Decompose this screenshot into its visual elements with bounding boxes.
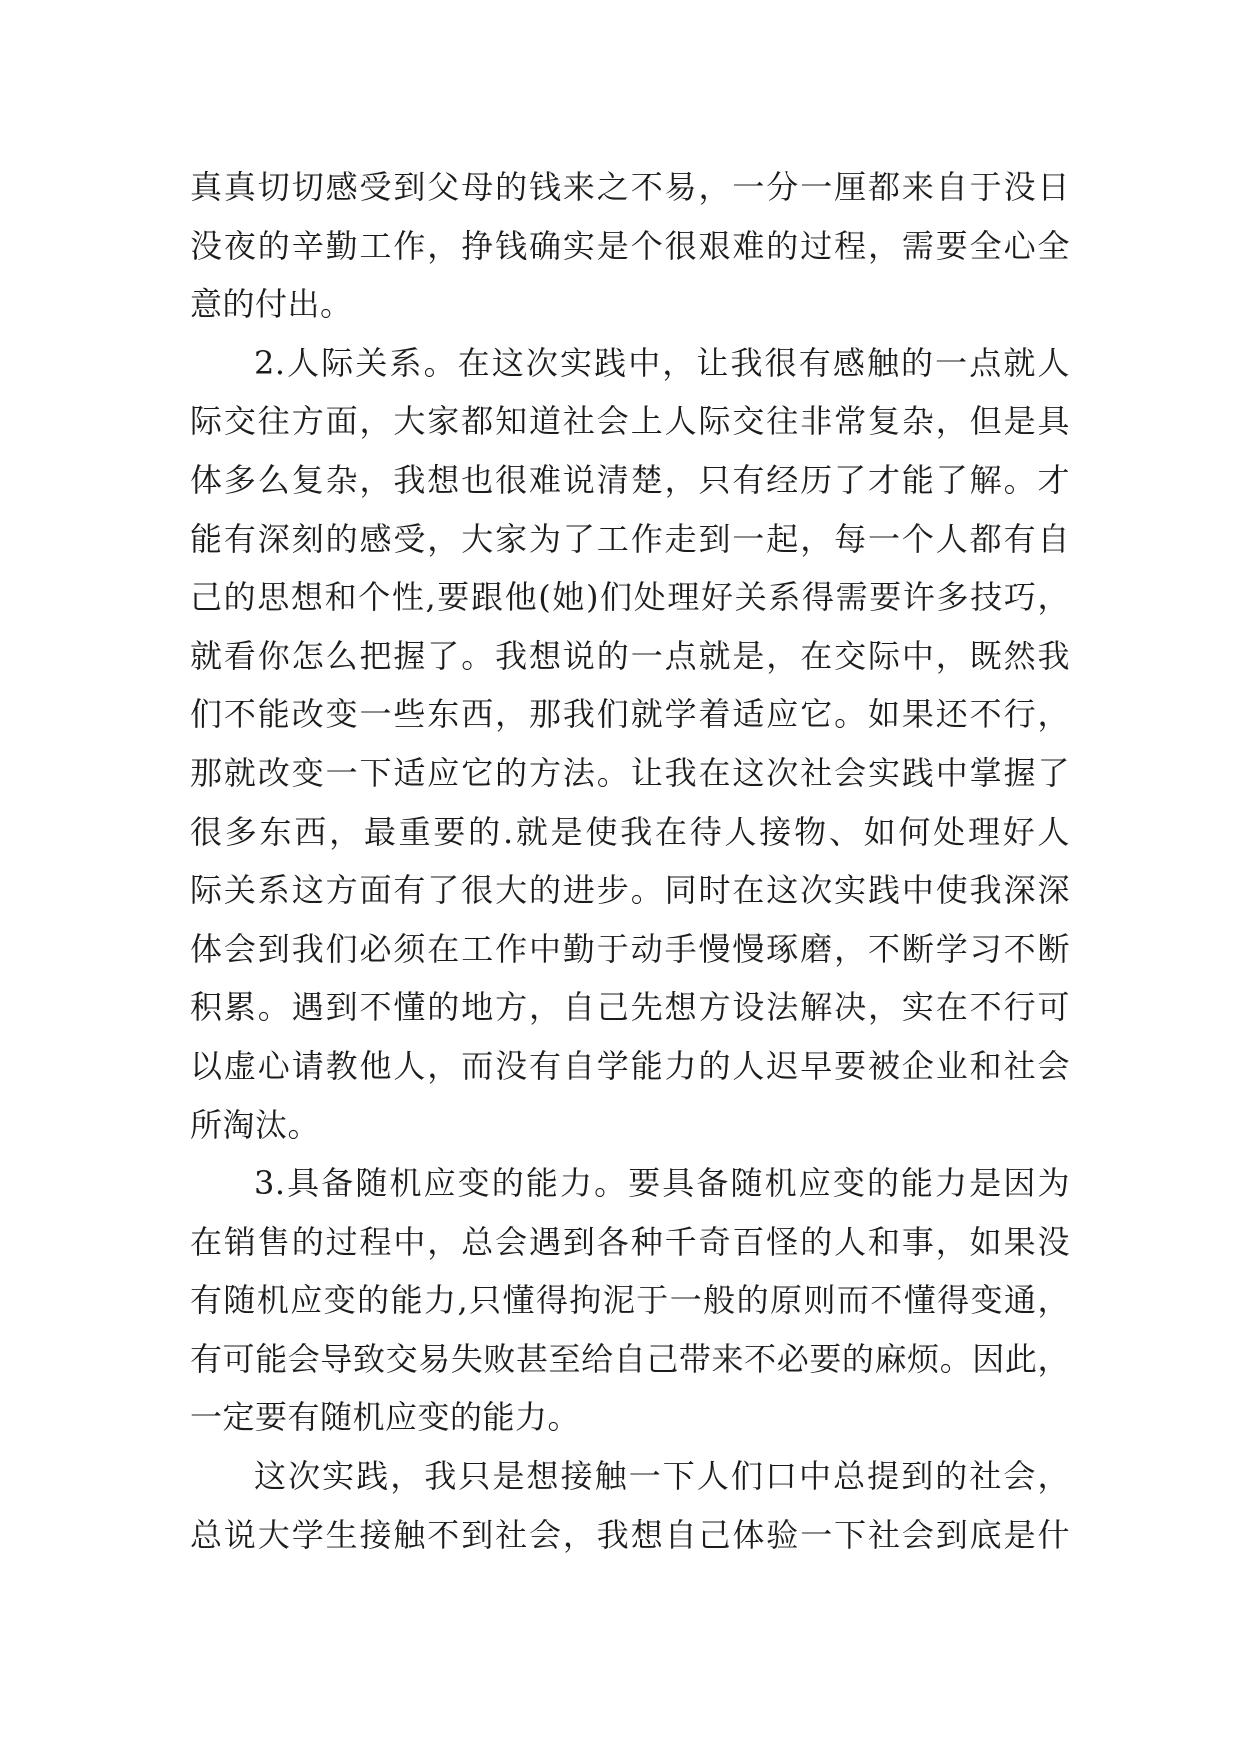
paragraph-interpersonal xyxy=(190,334,1070,1154)
text-line: 这次实践，我只是想接触一下人们口中总提到的社会， xyxy=(254,1457,1070,1496)
text-line: 没夜的辛勤工作，挣钱确实是个很艰难的过程，需要全心全 xyxy=(190,226,1070,265)
text-line: 际交往方面，大家都知道社会上人际交往非常复杂，但是具 xyxy=(190,402,1070,441)
document-body xyxy=(190,158,1070,1564)
text-line: 所淘汰。 xyxy=(190,1105,321,1144)
text-line: 体会到我们必须在工作中勤于动手慢慢琢磨，不断学习不断 xyxy=(190,929,1070,968)
text-line: 那就改变一下适应它的方法。让我在这次社会实践中掌握了 xyxy=(190,753,1070,792)
text-line: 有可能会导致交易失败甚至给自己带来不必要的麻烦。因此， xyxy=(190,1339,1070,1378)
text-line: 有随机应变的能力,只懂得拘泥于一般的原则而不懂得变通， xyxy=(190,1281,1070,1320)
text-line: 以虚心请教他人，而没有自学能力的人迟早要被企业和社会 xyxy=(190,1046,1070,1085)
text-line: 总说大学生接触不到社会，我想自己体验一下社会到底是什 xyxy=(190,1515,1070,1554)
text-line: 很多东西，最重要的.就是使我在待人接物、如何处理好人 xyxy=(190,812,1070,851)
text-line: 际关系这方面有了很大的进步。同时在这次实践中使我深深 xyxy=(190,871,1070,910)
text-line: 真真切切感受到父母的钱来之不易，一分一厘都来自于没日 xyxy=(190,168,1070,206)
text-line: 己的思想和个性,要跟他(她)们处理好关系得需要许多技巧， xyxy=(190,578,1070,617)
text-line: 意的付出。 xyxy=(190,285,353,324)
text-line: 3.具备随机应变的能力。要具备随机应变的能力是因为 xyxy=(254,1164,1070,1203)
text-line: 们不能改变一些东西，那我们就学着适应它。如果还不行， xyxy=(190,695,1070,734)
text-line: 能有深刻的感受，大家为了工作走到一起，每一个人都有自 xyxy=(190,519,1070,558)
text-line: 在销售的过程中，总会遇到各种千奇百怪的人和事，如果没 xyxy=(190,1222,1070,1261)
text-line: 一定要有随机应变的能力。 xyxy=(190,1398,581,1437)
text-line: 就看你怎么把握了。我想说的一点就是，在交际中，既然我 xyxy=(190,636,1070,675)
text-line: 体多么复杂，我想也很难说清楚，只有经历了才能了解。才 xyxy=(190,460,1070,499)
text-line: 积累。遇到不懂的地方，自己先想方设法解决，实在不行可 xyxy=(190,988,1070,1027)
paragraph-adaptability xyxy=(190,1154,1070,1447)
paragraph-continued xyxy=(190,158,1070,334)
text-line: 2.人际关系。在这次实践中，让我很有感触的一点就人 xyxy=(254,343,1070,382)
paragraph-practice xyxy=(190,1447,1070,1564)
